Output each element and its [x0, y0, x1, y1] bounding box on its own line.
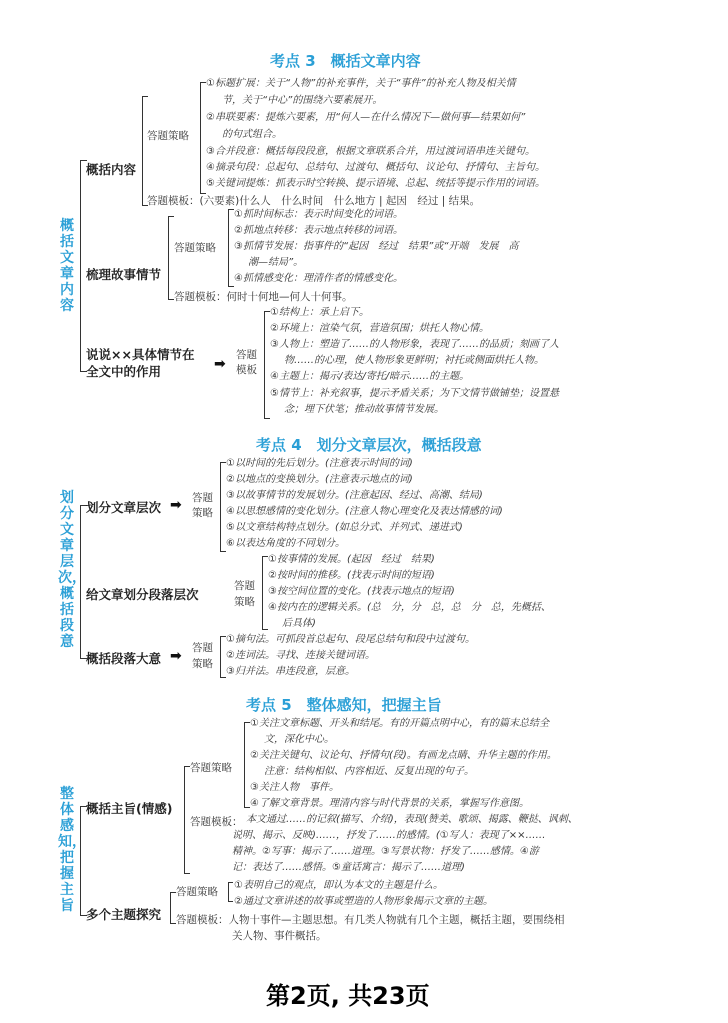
text-line: ⑤关键词提炼：抓表示时空转换、提示语境、总起、统括等提示作用的词语。 — [206, 178, 545, 189]
node-summarize-paragraph: 概括段落大意 — [86, 651, 162, 666]
text-line: ②关注关键句、议论句、抒情句(段)。有画龙点睛、升华主题的作用。 — [250, 750, 557, 761]
text-line: ②按时间的推移。(找表示时间的短语) — [268, 570, 435, 581]
text-line: ①关注文章标题、开头和结尾。有的开篇点明中心，有的篇末总结全 — [250, 718, 549, 729]
text-line: ②以地点的变换划分。(注意表示地点的词) — [226, 474, 413, 485]
text-line: ⑤以文章结构特点划分。(如总分式、并列式、递进式) — [226, 522, 463, 533]
label-strategy: 答题 — [192, 492, 213, 504]
label-template: 答题模板： — [190, 816, 243, 828]
text-line: 精神。②写事：揭示了……道理。③写景状物：抒发了……感情。④游 — [232, 846, 539, 857]
label-template: 答题 — [236, 349, 257, 361]
text-line: ⑤情节上：补充叙事，提示矛盾关系；为下文情节做铺垫；设置悬 — [270, 388, 559, 399]
bracket — [142, 96, 148, 206]
node-plot-role: 说说××具体情节在 — [86, 347, 195, 362]
label-template: 答题模板：(六要素)什么人 什么时间 什么地方 | 起因 经过 | 结果。 — [147, 195, 481, 207]
text-line: 节，关于“中心”的围绕六要素展开。 — [222, 95, 383, 106]
text-line: ③关注人物 事件。 — [250, 782, 339, 793]
label-strategy: 答题 — [234, 580, 255, 592]
text-line: ③以故事情节的发展划分。(注意起因、经过、高潮、结局) — [226, 490, 483, 501]
label-strategy: 策略 — [192, 507, 213, 519]
node-divide-paragraphs: 给文章划分段落层次 — [86, 587, 199, 602]
section-side-label-3: 概括文章内容 — [60, 218, 74, 314]
text-line: 潮—结局”。 — [248, 257, 304, 268]
text-line: 说明、揭示、反映)……，抒发了……的感情。(①写人：表现了××…… — [232, 830, 546, 841]
text-line: 的句式组合。 — [222, 129, 282, 140]
text-line: ①以时间的先后划分。(注意表示时间的词) — [226, 458, 413, 469]
label-strategy: 答题策略 — [174, 242, 216, 254]
bracket — [80, 806, 87, 916]
text-line: 记：表达了……感悟。⑤童话寓言：揭示了……道理) — [232, 862, 465, 873]
label-strategy: 策略 — [234, 596, 255, 608]
text-line: ①摘句法。可抓段首总起句、段尾总结句和段中过渡句。 — [226, 634, 475, 645]
text-line: ①标题扩展：关于“人物”的补充事件，关于“事件”的补充人物及相关情 — [206, 78, 516, 89]
text-line: ①表明自己的观点，即认为本文的主题是什么。 — [234, 880, 443, 891]
arrow-right-icon: ➡ — [170, 648, 182, 664]
text-line: 本文通过……的记叙(描写、介绍)，表现(赞美、歌颂、揭露、鞭挞、讽刺、 — [246, 814, 578, 825]
label-strategy: 策略 — [192, 658, 213, 670]
node-main-idea: 概括主旨(情感) — [86, 801, 173, 816]
label-template: 关人物、事件概括。 — [232, 930, 327, 942]
text-line: ④以思想感情的变化划分。(注意人物心理变化及表达情感的词) — [226, 506, 503, 517]
node-divide-layers: 划分文章层次 — [86, 500, 162, 515]
bracket — [228, 882, 233, 902]
text-line: ②连词法。寻找、连接关键词语。 — [226, 650, 375, 661]
node-summarize-content: 概括内容 — [86, 162, 137, 177]
text-line: ④摘录句段：总起句、总结句、过渡句、概括句、议论句、抒情句、主旨句。 — [206, 162, 545, 173]
text-line: ②通过文章讲述的故事或塑造的人物形象揭示文章的主题。 — [234, 896, 493, 907]
label-template: 答题模板：何时十何地—何人十何事。 — [174, 291, 353, 303]
label-strategy: 答题策略 — [147, 130, 189, 142]
arrow-right-icon: ➡ — [214, 356, 226, 372]
text-line: ②串联要素：提炼六要素，用“何人—在什么情况下—做何事—结果如何” — [206, 112, 526, 123]
text-line: 念；埋下伏笔；推动故事情节发展。 — [284, 404, 444, 415]
page-number: 第2页, 共23页 — [266, 982, 430, 1010]
label-template: 答题模板：人物十事件—主题思想。有几类人物就有几个主题，概括主题，要围绕相 — [176, 914, 565, 926]
text-line: ④按内在的逻辑关系。(总 分，分 总，总 分 总，先概括、 — [268, 602, 551, 613]
section-side-label-4: 划分文章层次，概括段意 — [58, 490, 86, 650]
text-line: ④主题上：揭示/表达/寄托/暗示……的主题。 — [270, 371, 470, 382]
text-line: 注意：结构相似、内容相近、反复出现的句子。 — [264, 766, 474, 777]
label-strategy: 答题策略 — [190, 762, 232, 774]
section-title-5: 考点 5 整体感知，把握主旨 — [246, 696, 442, 714]
node-plot-role: 全文中的作用 — [86, 364, 162, 379]
text-line: ①抓时间标志：表示时间变化的词语。 — [234, 209, 403, 220]
node-plot: 梳理故事情节 — [86, 267, 162, 282]
text-line: 后具体) — [282, 618, 316, 629]
text-line: ①按事情的发展。(起因 经过 结果) — [268, 554, 435, 565]
section-title-4: 考点 4 划分文章层次，概括段意 — [256, 436, 482, 454]
section-title-3: 考点 3 概括文章内容 — [270, 52, 421, 70]
bracket — [80, 505, 87, 659]
text-line: ①结构上：承上启下。 — [270, 307, 369, 318]
text-line: 物……的心理，使人物形象更鲜明；衬托或侧面烘托人物。 — [284, 355, 544, 366]
text-line: ⑥以表达角度的不同划分。 — [226, 538, 345, 549]
text-line: ②环境上：渲染气氛，营造氛围；烘托人物心情。 — [270, 323, 489, 334]
node-multi-theme: 多个主题探究 — [86, 907, 162, 922]
text-line: ③抓情节发展：指事件的“起因 经过 结果”或“开端 发展 高 — [234, 241, 519, 252]
label-template: 模板 — [236, 364, 257, 376]
arrow-right-icon: ➡ — [170, 497, 182, 513]
text-line: ③合并段意：概括每段段意，根据文章联系合并，用过渡词语串连关键句。 — [206, 146, 535, 157]
text-line: ②抓地点转移：表示地点转移的词语。 — [234, 225, 403, 236]
section-side-label-5: 整体感知，把握主旨 — [58, 786, 86, 914]
bracket — [168, 216, 174, 300]
label-strategy: 答题策略 — [176, 886, 218, 898]
text-line: ④抓情感变化：理清作者的情感变化。 — [234, 273, 403, 284]
text-line: 文，深化中心。 — [264, 734, 334, 745]
text-line: ③人物上：塑造了……的人物形象，表现了……的品质；刻画了人 — [270, 339, 559, 350]
text-line: ③按空间位置的变化。(找表示地点的短语) — [268, 586, 455, 597]
text-line: ③归并法。串连段意，层意。 — [226, 666, 355, 677]
text-line: ④了解文章背景。理清内容与时代背景的关系，掌握写作意图。 — [250, 798, 529, 809]
label-strategy: 答题 — [192, 642, 213, 654]
